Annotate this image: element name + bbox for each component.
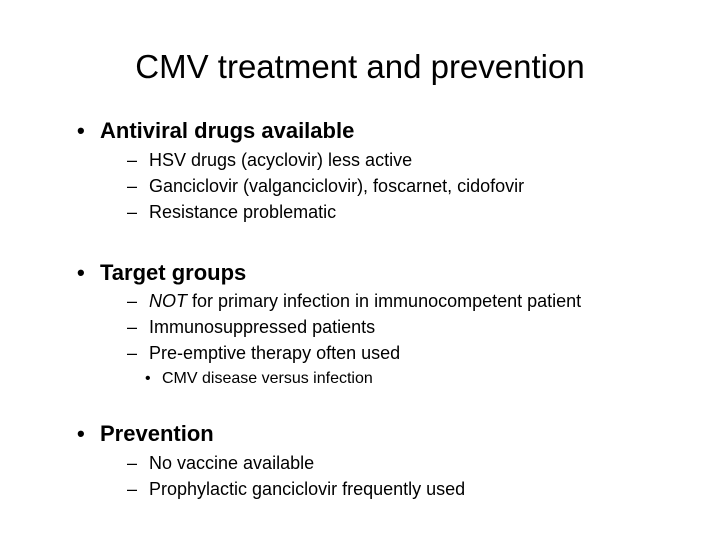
emphasis-text: NOT <box>149 291 187 311</box>
list-item-text: Pre-emptive therapy often used <box>149 343 401 363</box>
section-heading-antiviral <box>77 118 354 144</box>
list-item <box>127 290 581 312</box>
section-heading-label: Target groups <box>100 260 247 285</box>
list-item-text: Prophylactic ganciclovir frequently used <box>149 479 466 499</box>
bullet: • <box>77 260 85 285</box>
section-heading-prevention <box>77 421 214 447</box>
list-item-text: Immunosuppressed patients <box>149 317 376 337</box>
section-heading-target-groups <box>77 260 246 286</box>
dash: – <box>127 291 138 311</box>
list-item <box>127 175 524 197</box>
dash: – <box>127 343 138 363</box>
section-heading-label: Prevention <box>100 421 214 446</box>
list-item-text: for primary infection in immunocompetent patient <box>187 291 582 311</box>
sub-list-item <box>145 369 373 389</box>
slide-title: CMV treatment and prevention <box>135 48 585 85</box>
list-item <box>127 452 314 474</box>
sub-list-item-text: CMV disease versus infection <box>162 370 373 387</box>
bullet: • <box>77 421 85 446</box>
list-item <box>127 201 336 223</box>
list-item <box>127 316 375 338</box>
list-item <box>127 149 412 171</box>
bullet: • <box>77 118 85 143</box>
dash: – <box>127 453 138 473</box>
list-item-text: No vaccine available <box>149 453 315 473</box>
section-heading-label: Antiviral drugs available <box>100 118 355 143</box>
list-item-text: Resistance problematic <box>149 202 337 222</box>
list-item <box>127 342 400 364</box>
dash: – <box>127 150 138 170</box>
dash: – <box>127 479 138 499</box>
dash: – <box>127 176 138 196</box>
list-item-text: HSV drugs (acyclovir) less active <box>149 150 413 170</box>
bullet: • <box>145 370 151 387</box>
list-item <box>127 478 465 500</box>
dash: – <box>127 317 138 337</box>
list-item-text: Ganciclovir (valganciclovir), foscarnet, cidofovir <box>149 176 525 196</box>
dash: – <box>127 202 138 222</box>
